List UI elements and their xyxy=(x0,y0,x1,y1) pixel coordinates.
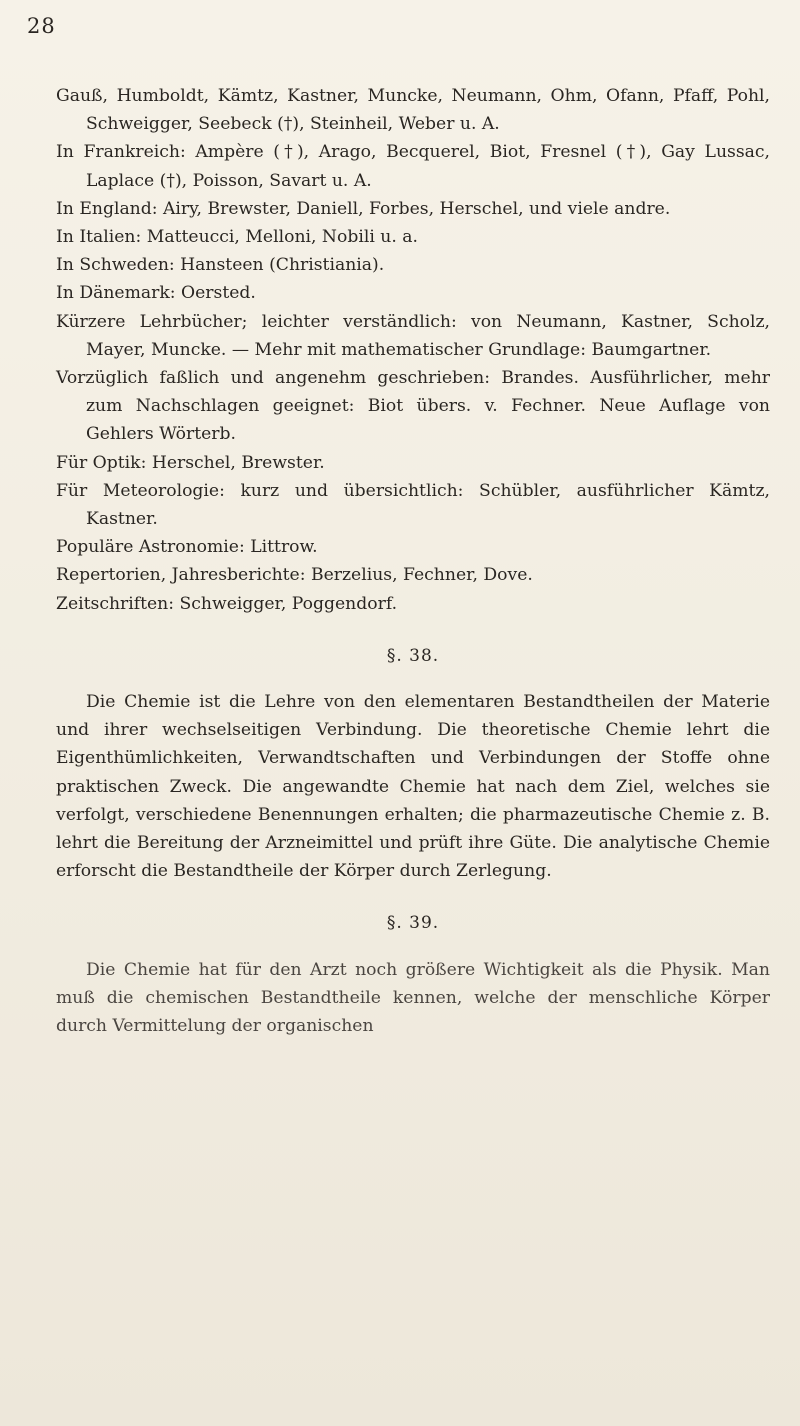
section-text-39: Die Chemie hat für den Arzt noch größere Wichtigkeit als die Physik. Man muß die chemischen Bestandtheile kennen, welche der menschliche Körper durch Vermittelung der organischen xyxy=(56,959,770,1037)
paragraph-sweden: In Schweden: Hansteen (Christiania). xyxy=(56,255,385,276)
section-heading-38: §. 38. xyxy=(386,645,440,666)
paragraph-england: In England: Airy, Brewster, Daniell, Forbes, Herschel, und viele andre. xyxy=(56,198,671,219)
paragraph-denmark: In Dänemark: Oersted. xyxy=(56,283,256,304)
paragraph-meteorology: Für Meteorologie: kurz und übersichtlich: Schübler, ausführlicher Kämtz, Kastner. xyxy=(56,480,770,530)
paragraph-astronomy: Populäre Astronomie: Littrow. xyxy=(56,537,318,558)
paragraph-france: In Frankreich: Ampère (†), Arago, Becquerel, Biot, Fresnel (†), Gay Lussac, Laplace (†), Poisson, Savart u. A. xyxy=(56,142,770,191)
section-text-38: Die Chemie ist die Lehre von den elementaren Bestandtheilen der Materie und ihrer wechselseitigen Verbindung. Die theoretische Chemie lehrt die Eigenthümlichkeiten, Verwandtschaften und Verbindungen der Stoffe ohne praktischen Zweck. Die angewandte Chemie hat nach dem Ziel, welches sie verfolgt, verschiedene Benennungen erhalten; die pharmazeutische Chemie z. B. lehrt die Bereitung der Arzneimittel und prüft ihre Güte. Die analytische Chemie erforscht die Bestandtheile der Körper durch Zerlegung. xyxy=(56,692,770,882)
section-heading-39: §. 39. xyxy=(386,913,440,934)
paragraph-optics: Für Optik: Herschel, Brewster. xyxy=(56,452,325,473)
page-number: 28 xyxy=(27,14,56,38)
paragraph-preferred-textbooks: Vorzüglich faßlich und angenehm geschrieben: Brandes. Ausführlicher, mehr zum Nachschlagen geeignet: Biot übers. v. Fechner. Neue Auflage von Gehlers Wörterb. xyxy=(56,368,770,445)
paragraph-germany-names: Gauß, Humboldt, Kämtz, Kastner, Muncke, Neumann, Ohm, Ofann, Pfaff, Pohl, Schweigger, Seebeck (†), Steinheil, Weber u. A. xyxy=(56,86,770,135)
paragraph-short-textbooks: Kürzere Lehrbücher; leichter verständlich: von Neumann, Kastner, Scholz, Mayer, Muncke. — Mehr mit mathematischer Grundlage: Baumgartner. xyxy=(56,311,770,360)
paragraph-italy: In Italien: Matteucci, Melloni, Nobili u. a. xyxy=(56,227,418,248)
page-body xyxy=(56,82,770,1040)
paragraph-journals: Zeitschriften: Schweigger, Poggendorf. xyxy=(56,593,398,614)
paragraph-repertories: Repertorien, Jahresberichte: Berzelius, Fechner, Dove. xyxy=(56,565,533,586)
